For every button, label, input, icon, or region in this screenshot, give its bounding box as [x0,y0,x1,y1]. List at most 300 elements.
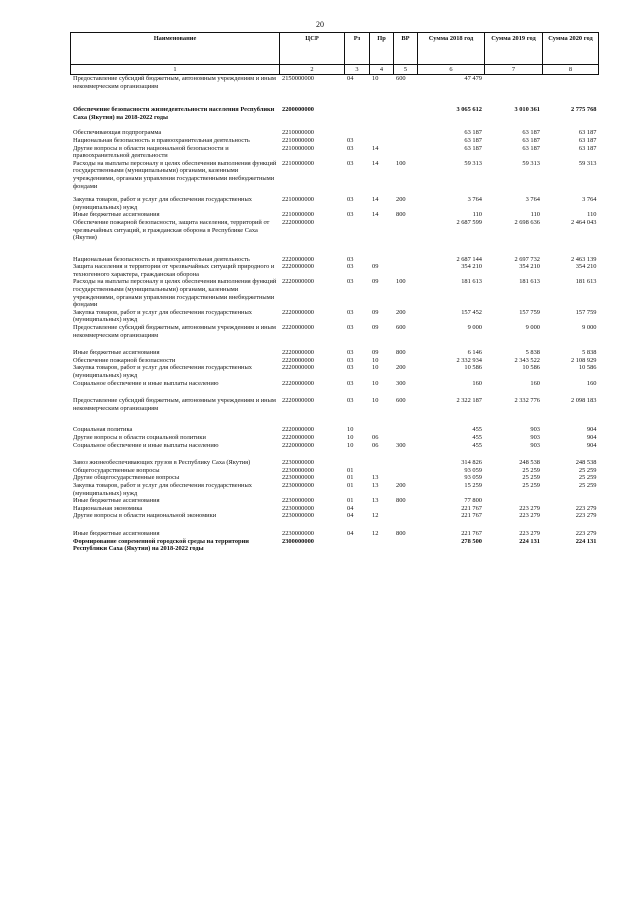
row-amount-2018: 2 687 599 [456,218,482,226]
row-rz: 01 [347,497,354,505]
row-amount-2020: 2 464 043 [570,218,597,226]
row-amount-2019: 25 259 [522,466,540,474]
row-amount-2020: 5 838 [582,349,597,357]
row-amount-2020: 248 538 [575,459,597,467]
row-pr: 10 [372,356,379,364]
row-amount-2019 [485,497,543,505]
table-header [71,33,599,75]
row-rz: 03 [347,308,354,316]
row-csr: 2230000000 [282,504,314,512]
row-amount-2018: 15 259 [464,481,482,489]
row-csr: 2300000000 [282,537,314,545]
row-amount-2020: 904 [586,441,597,449]
column-number: 5 [394,65,418,75]
row-name: Другие вопросы в области национальной экономики [73,512,217,520]
row-pr [370,219,394,242]
row-name: Национальная безопасность и правоохранительная деятельность [73,136,250,144]
row-amount-2018: 93 059 [464,466,482,474]
row-amount-2020: 224 131 [575,537,597,545]
table-row [71,434,599,442]
row-spacer [71,121,599,129]
row-csr: 2220000000 [282,379,314,387]
row-name: Закупка товаров, работ и услуг для обеспечения государственных (муниципальных) нужд [73,364,252,379]
spacer-cell [71,90,599,106]
row-name: Предоставление субсидий бюджетным, автономным учреждениям и иным некоммерческим организациям [73,75,276,90]
row-rz: 03 [347,397,354,405]
row-amount-2019: 160 [530,379,540,387]
row-rz: 03 [347,379,354,387]
row-rz [345,106,370,121]
row-amount-2018: 47 479 [464,75,482,82]
spacer-cell [71,520,599,530]
row-amount-2018: 2 687 144 [456,255,482,263]
row-csr: 2220000000 [282,278,314,286]
row-csr: 2220000000 [282,255,314,263]
row-pr: 10 [372,397,379,405]
row-pr: 09 [372,349,379,357]
spacer-cell [71,121,599,129]
row-vr: 100 [396,278,406,286]
row-amount-2020: 3 764 [582,196,597,204]
row-amount-2019: 63 187 [522,129,540,137]
row-csr: 2210000000 [282,129,314,137]
row-rz: 01 [347,481,354,489]
row-amount-2020: 904 [586,433,597,441]
row-rz: 04 [347,512,354,520]
row-amount-2018: 59 313 [464,159,482,167]
row-amount-2019: 110 [530,211,540,219]
row-pr: 12 [372,512,379,520]
header-2020: Сумма 2020 год [543,33,599,65]
row-pr: 09 [372,324,379,332]
column-number: 7 [485,65,543,75]
row-pr [370,256,394,264]
row-rz: 03 [347,356,354,364]
row-rz: 10 [347,441,354,449]
row-amount-2019: 25 259 [522,481,540,489]
row-spacer [71,387,599,397]
table-row [71,442,599,450]
row-amount-2018: 93 059 [464,474,482,482]
row-vr [394,219,418,242]
row-amount-2019: 354 210 [519,263,540,271]
row-amount-2019: 2 343 522 [514,356,540,364]
row-amount-2018: 2 322 187 [456,397,482,405]
row-name: Закупка товаров, работ и услуг для обеспечения государственных (муниципальных) нужд [73,196,252,211]
row-amount-2019: 9 000 [525,324,540,332]
row-name: Защита населения и территории от чрезвычайных ситуаций природного и техногенного характера, гражданская оборона [73,263,275,278]
row-spacer [71,339,599,349]
row-name: Иные бюджетные ассигнования [73,349,160,357]
row-vr: 600 [396,75,406,82]
row-amount-2019: 59 313 [522,159,540,167]
row-amount-2018: 9 000 [467,324,482,332]
row-name: Расходы на выплаты персоналу в целях обеспечения выполнения функций государственными (муниципальными) органами, казенными учреждениями, органами управления государственными внебюджетными фондами [73,159,277,190]
table-row [71,211,599,219]
row-rz: 03 [347,324,354,332]
table-row [71,459,599,467]
row-vr: 200 [396,196,406,204]
spacer-cell [71,339,599,349]
row-amount-2018: 160 [472,379,482,387]
column-number: 2 [280,65,345,75]
row-csr: 2210000000 [282,144,314,152]
row-vr: 300 [396,441,406,449]
row-rz [345,459,370,467]
row-amount-2019: 2 697 732 [514,255,540,263]
row-vr [394,137,418,145]
column-number: 4 [370,65,394,75]
row-name: Расходы на выплаты персоналу в целях обеспечения выполнения функций государственными (муниципальными) органами, казенными учреждениями, органами управления государственными внебюджетными фондами [73,278,277,309]
row-amount-2020: 2 463 139 [570,255,597,263]
row-pr: 14 [372,144,379,152]
table-row [71,380,599,388]
row-amount-2018: 77 800 [464,497,482,505]
row-csr: 2220000000 [282,324,314,332]
row-rz: 04 [347,529,354,537]
row-vr: 800 [396,497,406,505]
row-pr: 09 [372,278,379,286]
row-name: Другие вопросы в области национальной безопасности и правоохранительной деятельности [73,144,229,160]
row-vr [394,263,418,278]
row-amount-2018: 10 586 [464,364,482,372]
row-amount-2019: 157 759 [519,308,540,316]
row-amount-2018: 2 332 934 [456,356,482,364]
row-vr: 200 [396,364,406,372]
row-amount-2020: 25 259 [578,466,597,474]
row-amount-2018: 157 452 [461,308,482,316]
row-pr: 09 [372,308,379,316]
row-amount-2019: 63 187 [522,144,540,152]
row-amount-2018: 455 [472,433,482,441]
row-csr: 2230000000 [282,481,314,489]
header-pr: Пр [370,33,394,65]
row-amount-2020: 2 098 183 [570,397,597,405]
row-amount-2018: 3 065 612 [456,106,482,114]
row-rz: 01 [347,474,354,482]
row-amount-2019 [485,75,543,91]
row-amount-2019: 223 279 [519,512,540,520]
row-pr: 06 [372,441,379,449]
table-row [71,349,599,357]
table-row [71,505,599,513]
table-row [71,219,599,242]
row-pr [370,426,394,434]
row-name: Обеспечение пожарной безопасности, защита населения, территорий от чрезвычайных ситуаций, и гражданская оборона в Республике Саха (Якутия) [73,218,270,242]
row-spacer [71,520,599,530]
row-name: Завоз жизнеобеспечивающих грузов в Республику Саха (Якутия) [73,459,251,467]
row-amount-2019: 224 131 [519,537,540,545]
row-amount-2020: 181 613 [575,278,597,286]
row-vr [394,505,418,513]
page-number: 20 [316,20,324,29]
row-csr: 2230000000 [282,512,314,520]
table-row [71,538,599,553]
row-vr: 100 [396,159,406,167]
row-csr: 2150000000 [282,75,314,82]
row-rz [345,129,370,137]
row-vr [394,467,418,475]
row-amount-2020: 63 187 [578,144,597,152]
row-amount-2020: 10 586 [578,364,597,372]
row-pr [370,137,394,145]
row-vr [394,256,418,264]
table-row [71,129,599,137]
row-name: Предоставление субсидий бюджетным, автономным учреждениям и иным некоммерческим организациям [73,324,276,339]
row-vr: 200 [396,308,406,316]
row-amount-2018: 221 767 [461,512,482,520]
row-pr: 10 [372,75,379,82]
row-rz: 03 [347,263,354,271]
row-pr: 12 [372,529,379,537]
row-csr: 2220000000 [282,426,314,434]
row-csr: 2220000000 [282,349,314,357]
row-name: Формирование современной городской среды на территории Республики Саха (Якутия) на 2018-2022 годы [73,537,249,553]
table-row [71,482,599,497]
row-name: Предоставление субсидий бюджетным, автономным учреждениям и иным некоммерческим организациям [73,397,276,412]
row-pr [370,106,394,121]
row-csr: 2220000000 [282,364,314,372]
row-amount-2019: 3 010 361 [514,106,540,114]
row-rz [345,219,370,242]
spacer-cell [71,242,599,256]
row-csr: 2230000000 [282,529,314,537]
row-name: Иные бюджетные ассигнования [73,497,160,505]
row-amount-2018: 314 826 [461,459,482,467]
row-pr: 13 [372,481,379,489]
row-amount-2019: 248 538 [519,459,540,467]
row-csr: 2200000000 [282,106,314,114]
row-name: Социальное обеспечение и иные выплаты населению [73,441,219,449]
table-row [71,426,599,434]
row-pr: 10 [372,364,379,372]
row-amount-2019: 63 187 [522,136,540,144]
row-name: Закупка товаров, работ и услуг для обеспечения государственных (муниципальных) нужд [73,481,252,497]
row-rz: 03 [347,144,354,152]
row-name: Иные бюджетные ассигнования [73,211,160,219]
spacer-cell [71,387,599,397]
row-amount-2018: 221 767 [461,529,482,537]
table-row [71,75,599,91]
row-rz: 03 [347,255,354,263]
row-csr: 2210000000 [282,211,314,219]
row-pr: 14 [372,211,379,219]
row-csr: 2220000000 [282,263,314,271]
column-number: 6 [418,65,485,75]
row-amount-2019: 25 259 [522,474,540,482]
row-amount-2019: 5 838 [525,349,540,357]
header-vr: ВР [394,33,418,65]
row-rz: 03 [347,196,354,204]
header-rz: Рз [345,33,370,65]
row-vr [394,145,418,160]
table-row [71,357,599,365]
table-row [71,137,599,145]
row-name: Другие общегосударственные вопросы [73,474,180,482]
spacer-cell [71,449,599,459]
row-vr [394,434,418,442]
row-amount-2020: 223 279 [575,504,597,512]
row-vr [394,357,418,365]
table-row [71,530,599,538]
row-amount-2019: 10 586 [522,364,540,372]
row-spacer [71,449,599,459]
row-rz: 03 [347,364,354,372]
row-amount-2018: 110 [472,211,482,219]
row-amount-2018: 63 187 [464,144,482,152]
row-rz: 03 [347,211,354,219]
row-amount-2019: 903 [530,433,540,441]
row-amount-2020: 2 108 929 [570,356,597,364]
row-rz [345,538,370,553]
row-vr [394,512,418,520]
row-csr: 2210000000 [282,159,314,167]
table-row [71,263,599,278]
row-name: Социальная политика [73,426,133,434]
row-rz: 01 [347,466,354,474]
row-csr: 2220000000 [282,356,314,364]
table-row [71,160,599,190]
row-rz: 03 [347,278,354,286]
table-row [71,512,599,520]
table-row [71,324,599,339]
row-vr [394,474,418,482]
row-pr: 13 [372,497,379,505]
row-vr: 800 [396,349,406,357]
row-amount-2020: 904 [586,426,597,434]
row-amount-2019: 3 764 [525,196,540,204]
table-row [71,309,599,324]
row-amount-2018: 455 [472,426,482,434]
header-csr: ЦСР [280,33,345,65]
row-amount-2020: 25 259 [578,481,597,489]
row-amount-2020: 25 259 [578,474,597,482]
table-row [71,397,599,412]
header-2019: Сумма 2019 год [485,33,543,65]
row-amount-2020: 63 187 [578,129,597,137]
row-amount-2020: 223 279 [575,512,597,520]
row-vr: 200 [396,481,406,489]
row-rz: 03 [347,349,354,357]
row-vr: 600 [396,324,406,332]
row-csr: 2220000000 [282,433,314,441]
row-rz: 04 [347,75,354,82]
row-csr: 2230000000 [282,459,314,467]
row-amount-2020: 2 775 768 [570,106,597,114]
row-name: Национальная безопасность и правоохранительная деятельность [73,255,250,263]
row-pr [370,467,394,475]
row-rz: 03 [347,159,354,167]
row-csr: 2220000000 [282,218,314,226]
table-row [71,145,599,160]
row-vr [394,129,418,137]
row-vr [394,106,418,121]
row-csr: 2210000000 [282,196,314,204]
row-csr: 2220000000 [282,397,314,405]
table-row [71,256,599,264]
column-number: 8 [543,65,599,75]
row-csr: 2230000000 [282,474,314,482]
row-vr: 800 [396,211,406,219]
table-row [71,364,599,379]
row-name: Обеспечение безопасности жизнедеятельности населения Республики Саха (Якутия) на 2018-2022 годы [73,106,275,121]
row-csr: 2220000000 [282,441,314,449]
row-amount-2018: 455 [472,441,482,449]
row-vr: 600 [396,397,406,405]
row-amount-2019: 2 698 636 [514,218,540,226]
row-name: Национальная экономика [73,504,143,512]
spacer-cell [71,412,599,426]
row-amount-2019: 903 [530,441,540,449]
row-vr [394,459,418,467]
table-row [71,278,599,308]
row-amount-2020: 110 [587,211,597,219]
row-name: Иные бюджетные ассигнования [73,529,160,537]
row-name: Социальное обеспечение и иные выплаты населению [73,379,219,387]
row-pr: 14 [372,196,379,204]
row-csr: 2220000000 [282,308,314,316]
row-spacer [71,242,599,256]
row-name: Другие вопросы в области социальной политики [73,433,206,441]
row-amount-2019: 2 332 776 [514,397,540,405]
row-rz: 10 [347,433,354,441]
table-row [71,467,599,475]
header-name: Наименование [71,33,280,65]
row-amount-2019: 903 [530,426,540,434]
row-amount-2020: 157 759 [575,308,597,316]
row-amount-2020: 59 313 [578,159,597,167]
row-pr: 09 [372,263,379,271]
row-pr: 10 [372,379,379,387]
row-csr: 2210000000 [282,136,314,144]
column-number: 3 [345,65,370,75]
row-csr: 2230000000 [282,466,314,474]
row-vr [394,426,418,434]
row-name: Общегосударственные вопросы [73,466,160,474]
row-pr [370,129,394,137]
row-amount-2019: 223 279 [519,504,540,512]
column-number: 1 [71,65,280,75]
row-spacer [71,412,599,426]
row-rz: 04 [347,504,354,512]
table-row [71,497,599,505]
row-vr: 300 [396,379,406,387]
row-pr: 06 [372,433,379,441]
row-amount-2020 [543,75,599,91]
row-amount-2020: 223 279 [575,529,597,537]
budget-table [70,32,599,553]
row-amount-2018: 63 187 [464,129,482,137]
row-amount-2020: 9 000 [582,324,597,332]
row-name: Обеспечивающая подпрограмма [73,129,162,137]
row-pr: 13 [372,474,379,482]
row-spacer [71,90,599,106]
row-pr [370,538,394,553]
row-amount-2019: 181 613 [519,278,540,286]
row-pr [370,459,394,467]
row-amount-2018: 6 146 [467,349,482,357]
row-amount-2018: 3 764 [467,196,482,204]
table-body [71,75,599,553]
row-name: Закупка товаров, работ и услуг для обеспечения государственных (муниципальных) нужд [73,308,252,324]
table-row [71,196,599,211]
row-pr: 14 [372,159,379,167]
row-amount-2018: 278 500 [461,537,482,545]
row-amount-2020: 160 [586,379,597,387]
row-amount-2020: 354 210 [575,263,597,271]
row-amount-2018: 221 767 [461,504,482,512]
row-rz: 10 [347,426,354,434]
